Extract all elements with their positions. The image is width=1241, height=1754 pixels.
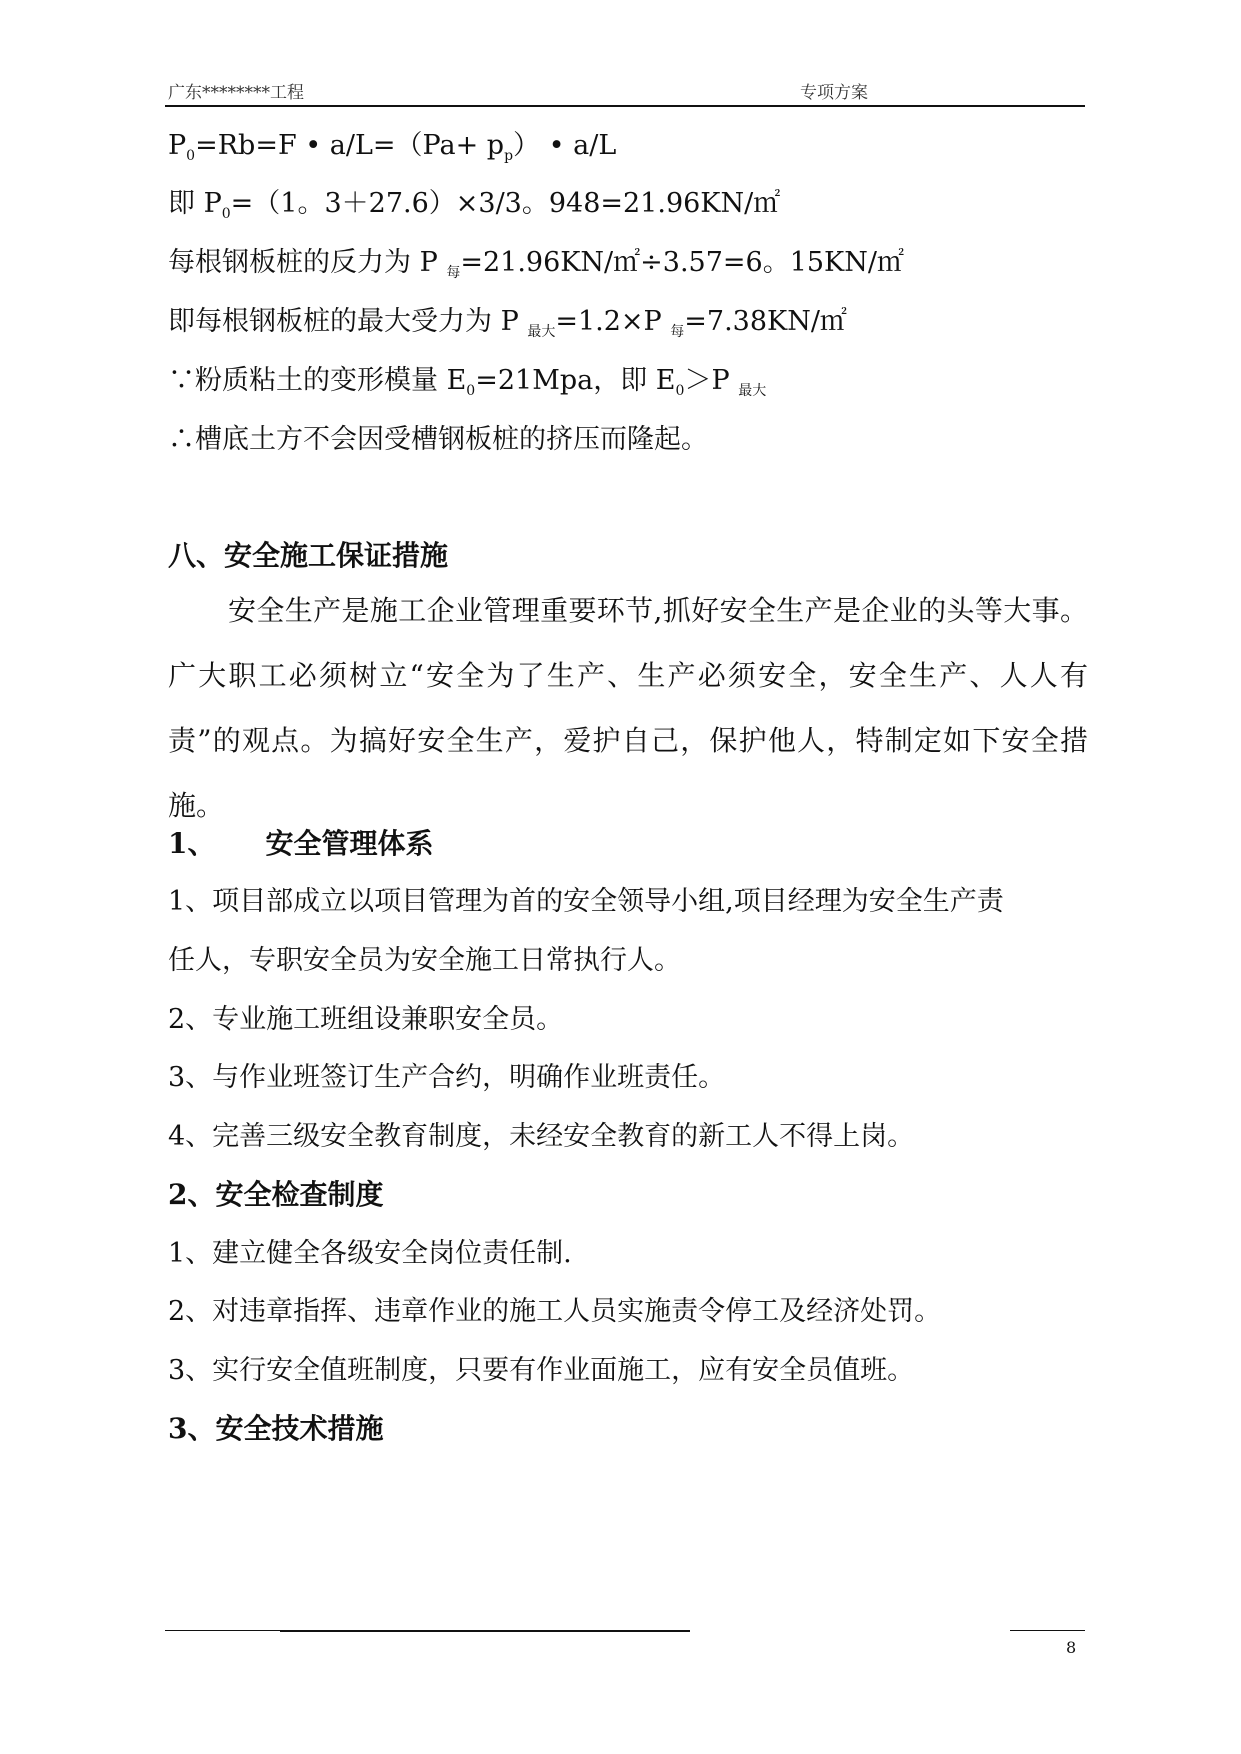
subsection-1-title bbox=[168, 826, 434, 862]
sub1-item: 1、项目部成立以项目管理为首的安全领导小组,项目经理为安全生产责 bbox=[168, 886, 1004, 917]
sub1-item: 3、与作业班签订生产合约，明确作业班责任。 bbox=[168, 1062, 726, 1093]
header-doc-type: 专项方案 bbox=[800, 83, 868, 103]
page-number: 8 bbox=[1066, 1638, 1077, 1657]
footer-rule bbox=[280, 1630, 690, 1632]
formula-line-4: 即每根钢板桩的最大受力为 P $_{最大}$=1.2×P $_每$=7.38KN/㎡ bbox=[168, 306, 847, 340]
formula-line-5: ∵粉质粘土的变形模量 $E_0=21Mpa$，即 $E_0>P$ $_{最大}$ bbox=[168, 365, 767, 399]
subsection-1-number: 1、 bbox=[168, 827, 216, 860]
formula-line-2: 即 $P_0=(1$。3＋27.6）×3/3。948=21.96KN/㎡ bbox=[168, 188, 781, 222]
subsection-2-title: 2、安全检查制度 bbox=[168, 1178, 384, 1211]
subsection-1-label: 安全管理体系 bbox=[265, 827, 434, 860]
section-8-title: 八、安全施工保证措施 bbox=[168, 539, 449, 572]
sub2-item: 1、建立健全各级安全岗位责任制. bbox=[168, 1238, 572, 1269]
sub2-item: 2、对违章指挥、违章作业的施工人员实施责令停工及经济处罚。 bbox=[168, 1296, 942, 1327]
footer-rule bbox=[1010, 1630, 1085, 1631]
header-rule bbox=[165, 105, 1085, 107]
conclusion-line: ∴槽底土方不会因受槽钢板桩的挤压而隆起。 bbox=[168, 424, 708, 455]
footer-rule bbox=[165, 1630, 280, 1631]
sub1-item: 2、专业施工班组设兼职安全员。 bbox=[168, 1004, 564, 1035]
formula-line-1: $P_0=Rb=F$ • $a/L=(Pa+ p_p)$ • a/L bbox=[168, 130, 617, 164]
header-project-name: 广东********工程 bbox=[168, 83, 304, 103]
sub1-item: 任人，专职安全员为安全施工日常执行人。 bbox=[168, 945, 681, 976]
sub1-item: 4、完善三级安全教育制度，未经安全教育的新工人不得上岗。 bbox=[168, 1121, 915, 1152]
formula-line-3: 每根钢板桩的反力为 P $_每$=21.96KN/㎡÷3.57=6。15KN/㎡ bbox=[168, 247, 904, 281]
sub2-item: 3、实行安全值班制度，只要有作业面施工，应有安全员值班。 bbox=[168, 1355, 915, 1386]
section-8-intro: 安全生产是施工企业管理重要环节,抓好安全生产是企业的头等大事。广大职工必须树立“安全为了生产、生产必须安全，安全生产、人人有责”的观点。为搞好安全生产，爱护自己，保护他人，特制定如下安全措施。 bbox=[168, 594, 1088, 822]
subsection-3-title: 3、安全技术措施 bbox=[168, 1412, 384, 1445]
